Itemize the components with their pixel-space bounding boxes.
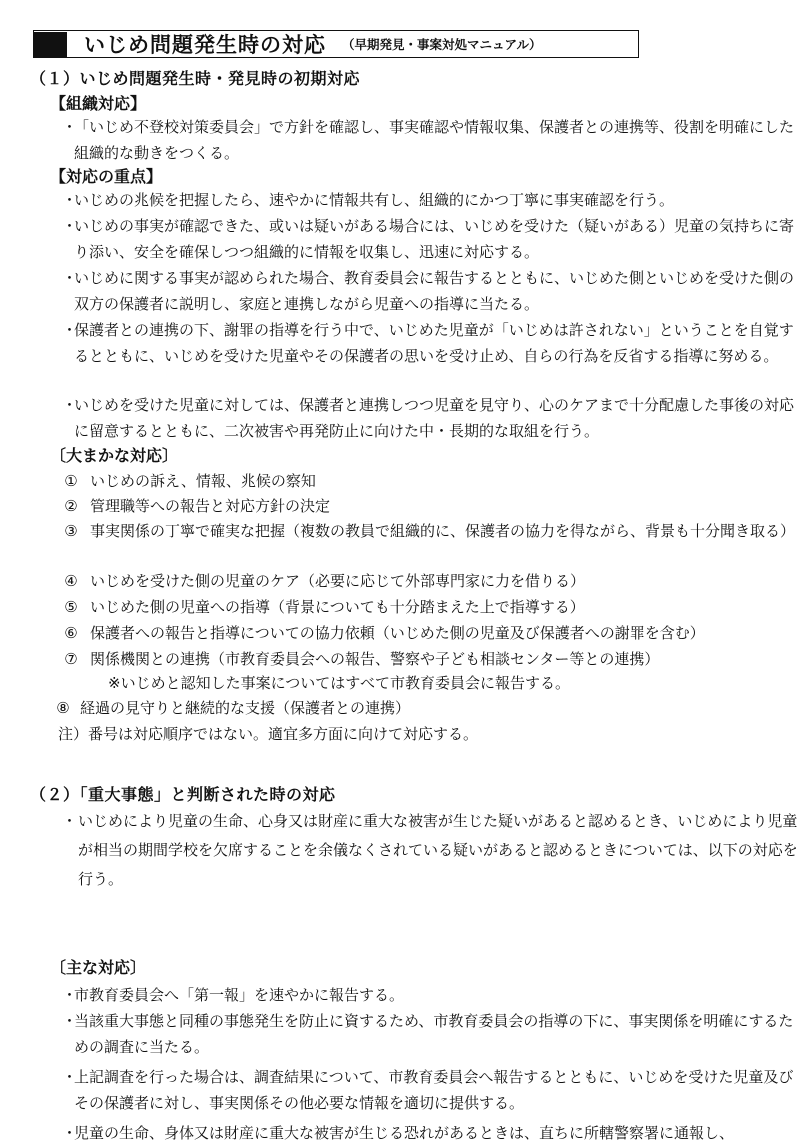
- main-item-3: ・ 上記調査を行った場合は、調査結果について、市教育委員会へ報告するとともに、いじめを受けた児童及びその保護者に対し、事実関係その他必要な情報を適切に提供する。: [62, 1068, 794, 1112]
- step7-note: ※いじめと認知した事案についてはすべて市教育委員会に報告する。: [108, 674, 570, 692]
- main-item-1: ・ 市教育委員会へ「第一報」を速やかに報告する。: [62, 986, 405, 1004]
- section2-intro: ・ いじめにより児童の生命、心身又は財産に重大な被害が生じた疑いがあると認めるとき、いじめにより児童が相当の期間学校を欠席することを余儀なくされている疑いがあると認めるときについては、以下の対応を行う。: [62, 812, 798, 888]
- step-item: ⑤ いじめた側の児童への指導（背景についても十分踏まえた上で指導する）: [64, 598, 585, 616]
- section2-heading: （２）「重大事態」と判断された時の対応: [30, 785, 336, 804]
- org-item: ・ 「いじめ不登校対策委員会」で方針を確認し、事実確認や情報収集、保護者との連携等、役割を明確にした組織的な動きをつくる。: [62, 118, 795, 162]
- main-item-2: ・ 当該重大事態と同種の事態発生を防止に資するため、市教育委員会の指導の下に、事実関係を明確にするための調査に当たる。: [62, 1012, 794, 1056]
- points-heading: 【対応の重点】: [50, 167, 163, 186]
- points-item-1: ・ いじめの兆候を把握したら、速やかに情報共有し、組織的にかつ丁寧に事実確認を行う。: [62, 191, 675, 209]
- step-item: ① いじめの訴え、情報、兆候の察知: [64, 472, 316, 490]
- points-item-4: ・ 保護者との連携の下、謝罪の指導を行う中で、いじめた児童が「いじめは許されない」ということを自覚するとともに、いじめを受けた児童やその保護者の思いを受け止め、自らの行為を反省する指導に努める。: [62, 321, 794, 365]
- step-item: ② 管理職等への報告と対応方針の決定: [64, 497, 331, 515]
- page-subtitle: （早期発見・事案対処マニュアル）: [342, 37, 542, 52]
- main-item-4: ・ 児童の生命、身体又は財産に重大な被害が生じる恐れがあるときは、直ちに所轄警察署に通報し、: [62, 1124, 735, 1142]
- points-item-2: ・ いじめの事実が確認できた、或いは疑いがある場合には、いじめを受けた（疑いがある）児童の気持ちに寄り添い、安全を確保しつつ組織的に情報を収集し、迅速に対応する。: [62, 217, 795, 261]
- points-item-5: ・ いじめを受けた児童に対しては、保護者と連携しつつ児童を見守り、心のケアまで十分配慮した事後の対応に留意するとともに、二次被害や再発防止に向けた中・長期的な取組を行う。: [62, 396, 795, 440]
- step-item: ⑦ 関係機関との連携（市教育委員会への報告、警察や子ども相談センター等との連携）: [64, 650, 660, 668]
- title-marker: [34, 32, 67, 57]
- step-item: ④ いじめを受けた側の児童のケア（必要に応じて外部専門家に力を借りる）: [64, 572, 586, 590]
- org-heading: 【組織対応】: [50, 94, 147, 113]
- points-item-3: ・ いじめに関する事実が認められた場合、教育委員会に報告するとともに、いじめた側といじめを受けた側の双方の保護者に説明し、家庭と連携しながら児童への指導に当たる。: [62, 269, 795, 313]
- main-heading: 〔主な対応〕: [50, 958, 147, 977]
- step-item: ③ 事実関係の丁寧で確実な把握（複数の教員で組織的に、保護者の協力を得ながら、背景も十分聞き取る）: [64, 522, 796, 540]
- step-item: ⑧ 経過の見守りと継続的な支援（保護者との連携）: [56, 699, 411, 717]
- title-box: [33, 30, 639, 58]
- section1-heading: （１）いじめ問題発生時・発見時の初期対応: [30, 69, 361, 88]
- order-note: 注）番号は対応順序ではない。適宜多方面に向けて対応する。: [58, 725, 479, 743]
- step-item: ⑥ 保護者への報告と指導についての協力依頼（いじめた側の児童及び保護者への謝罪を含む）: [64, 624, 705, 642]
- page-title: いじめ問題発生時の対応: [84, 33, 326, 57]
- steps-heading: 〔大まかな対応〕: [50, 446, 179, 465]
